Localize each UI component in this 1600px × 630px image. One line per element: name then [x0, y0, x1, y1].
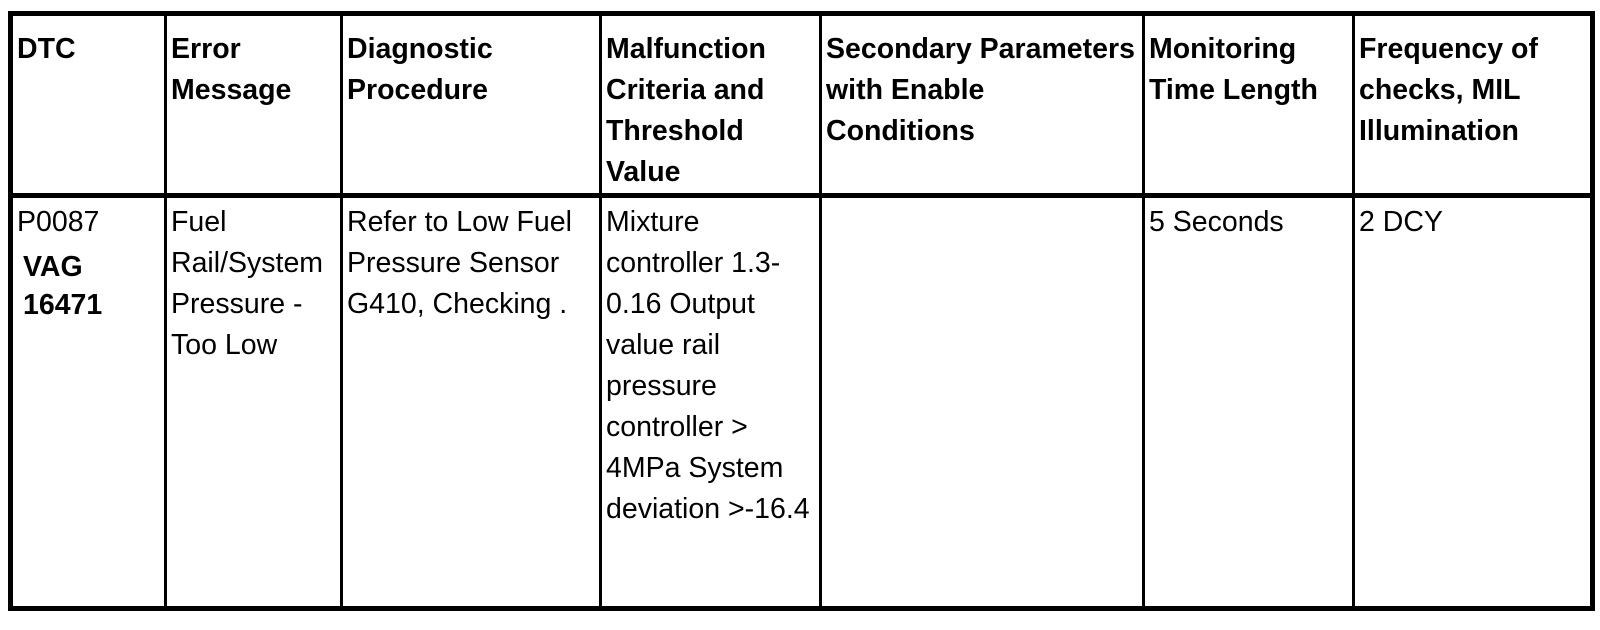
dtc-code: P0087 — [17, 206, 100, 238]
table-body — [11, 196, 1593, 609]
cell-error-message: Fuel Rail/System Pressure - Too Low — [166, 196, 342, 609]
cell-malfunction-criteria: Mixture controller 1.3-0.16 Output value rail pressure controller > 4MPa System deviation >-16.4 — [601, 196, 821, 609]
vag-code — [17, 248, 160, 324]
header-malfunction-criteria: Malfunction Criteria and Threshold Value — [601, 14, 821, 196]
table-header — [11, 14, 1593, 196]
header-error-message: Error Message — [166, 14, 342, 196]
cell-secondary-parameters — [821, 196, 1144, 609]
header-monitoring-time: Monitoring Time Length — [1144, 14, 1354, 196]
cell-monitoring-time: 5 Seconds — [1144, 196, 1354, 609]
cell-frequency-mil: 2 DCY — [1354, 196, 1593, 609]
header-row — [11, 14, 1593, 196]
dtc-table — [8, 11, 1595, 611]
cell-diagnostic-procedure: Refer to Low Fuel Pressure Sensor G410, Checking . — [342, 196, 601, 609]
header-frequency-mil: Frequency of checks, MIL Illumination — [1354, 14, 1593, 196]
vag-number: 16471 — [23, 289, 103, 321]
table-row — [11, 196, 1593, 609]
header-diagnostic-procedure: Diagnostic Procedure — [342, 14, 601, 196]
header-dtc: DTC — [11, 14, 166, 196]
vag-label: VAG — [23, 251, 83, 283]
header-secondary-parameters: Secondary Parameters with Enable Conditions — [821, 14, 1144, 196]
cell-dtc — [11, 196, 166, 609]
